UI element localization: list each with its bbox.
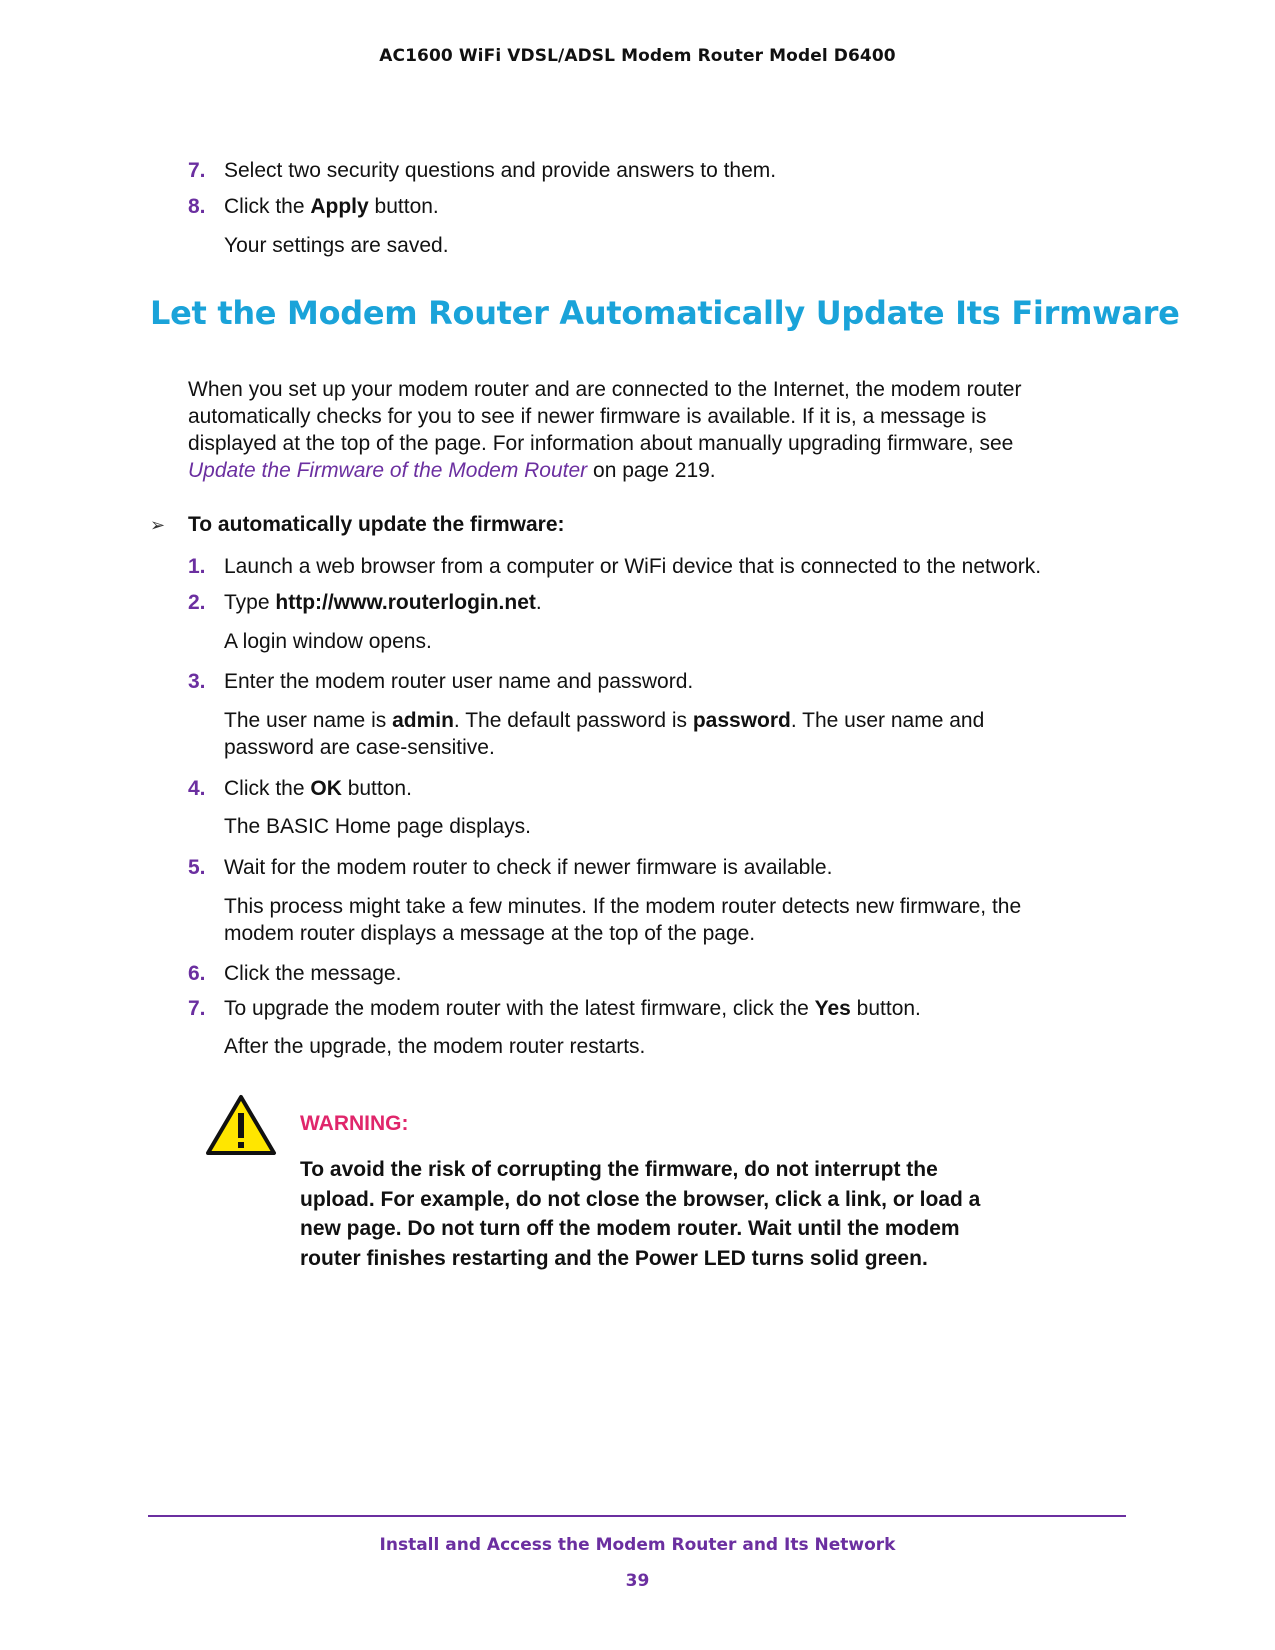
step-number: 6. — [188, 962, 206, 985]
step-note: This process might take a few minutes. If the modem router detects new firmware, the — [224, 895, 1022, 918]
step-text: Select two security questions and provide answers to them. — [224, 159, 777, 182]
step-number: 5. — [188, 856, 206, 879]
step-result: The BASIC Home page displays. — [224, 815, 531, 838]
apply-label: Apply — [310, 195, 369, 218]
intro-paragraph: When you set up your modem router and are connected to the Internet, the modem router automatically checks for you to see if newer firmware is available. If it is, a message is displayed at the top of the page. For information about manually upgrading firmware, see Update the Firmware of the Modem Router on page 219. — [188, 378, 1022, 482]
step-result: Your settings are saved. — [224, 234, 449, 257]
warning-line: router finishes restarting and the Power LED turns solid green. — [300, 1246, 928, 1270]
step-number: 7. — [188, 997, 206, 1020]
warning-line: upload. For example, do not close the browser, click a link, or load a — [300, 1187, 981, 1211]
step-text: Click the Apply button. — [224, 195, 439, 218]
warning-body — [300, 1155, 980, 1273]
password-value: password — [692, 709, 791, 732]
intro-line: displayed at the top of the page. For information about manually upgrading firmware, see — [188, 432, 1014, 455]
procedure-title: To automatically update the firmware: — [188, 513, 565, 536]
step-text: To upgrade the modem router with the latest firmware, click the Yes button. — [224, 997, 921, 1020]
step-number: 7. — [188, 159, 206, 182]
warning-title: WARNING: — [300, 1112, 409, 1135]
ok-label: OK — [310, 777, 342, 800]
step-number: 3. — [188, 670, 206, 693]
intro-line: When you set up your modem router and are connected to the Internet, the modem router — [188, 378, 1022, 401]
page-number: 39 — [625, 1571, 650, 1591]
username-value: admin — [392, 709, 454, 732]
warning-line: To avoid the risk of corrupting the firmware, do not interrupt the — [300, 1158, 938, 1181]
intro-line: automatically checks for you to see if newer firmware is available. If it is, a message is — [188, 405, 987, 428]
step-result: After the upgrade, the modem router restarts. — [224, 1035, 646, 1058]
step-result: A login window opens. — [224, 630, 432, 653]
step-number: 2. — [188, 591, 206, 614]
footer-title: Install and Access the Modem Router and Its Network — [379, 1535, 896, 1555]
firmware-update-link[interactable]: Update the Firmware of the Modem Router — [188, 459, 588, 482]
step-text: Type http://www.routerlogin.net. — [224, 591, 542, 614]
warning-line: new page. Do not turn off the modem router. Wait until the modem — [300, 1217, 960, 1240]
step-text: Enter the modem router user name and password. — [224, 670, 694, 693]
step-text: Click the OK button. — [224, 777, 412, 800]
page-header: AC1600 WiFi VDSL/ADSL Modem Router Model D6400 — [379, 46, 896, 66]
footer-divider — [148, 1515, 1126, 1517]
step-note: The user name is admin. The default password is password. The user name and — [224, 709, 985, 732]
step-number: 4. — [188, 777, 206, 800]
step-number: 1. — [188, 555, 206, 578]
yes-label: Yes — [814, 997, 851, 1020]
procedure-arrow-icon: ➢ — [150, 515, 166, 535]
step-note: modem router displays a message at the top of the page. — [224, 922, 756, 945]
step-text: Wait for the modem router to check if newer firmware is available. — [224, 856, 833, 879]
section-heading: Let the Modem Router Automatically Update Its Firmware — [150, 294, 1180, 332]
step-text: Launch a web browser from a computer or WiFi device that is connected to the network. — [224, 555, 1042, 578]
step-text: Click the message. — [224, 962, 402, 985]
step-note: password are case-sensitive. — [224, 736, 495, 759]
router-url: http://www.routerlogin.net — [275, 591, 536, 614]
step-number: 8. — [188, 195, 206, 218]
warning-triangle-icon — [205, 1093, 277, 1157]
